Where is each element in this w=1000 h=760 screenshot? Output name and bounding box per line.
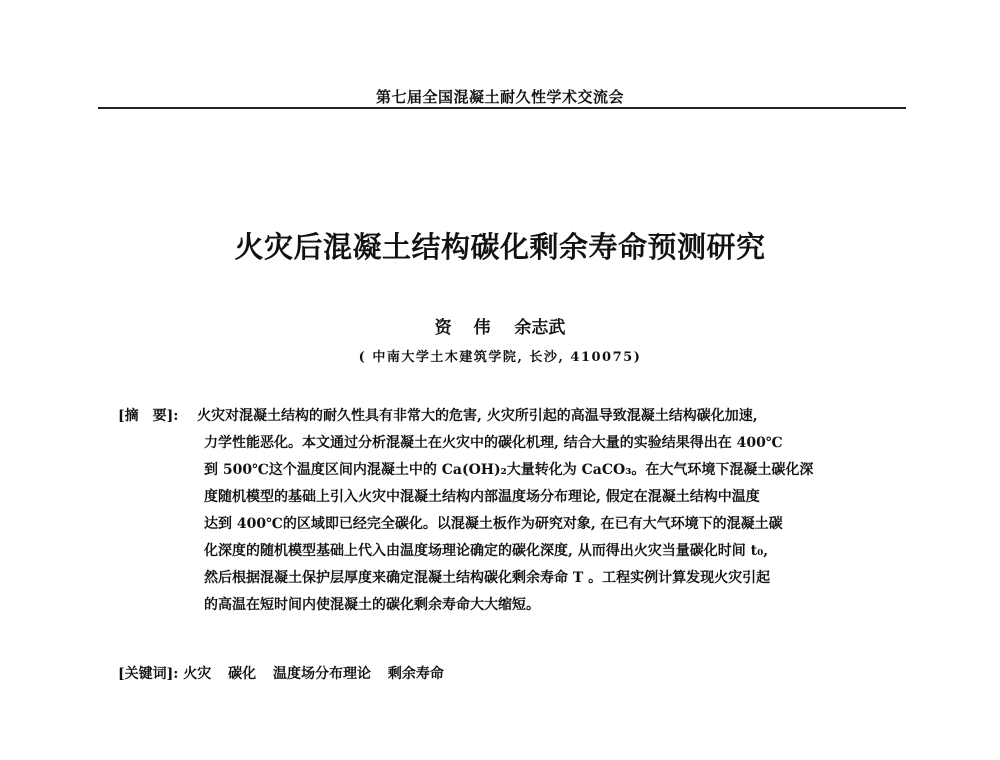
abstract-line: 到 500℃这个温度区间内混凝土中的 Ca(OH)₂大量转化为 CaCO₃。在大气环境下混凝土碳化深 [204, 462, 814, 478]
abstract-line: 力学性能恶化。本文通过分析混凝土在火灾中的碳化机理, 结合大量的实验结果得出在 400℃ [204, 435, 783, 451]
abstract-line: 火灾对混凝土结构的耐久性具有非常大的危害, 火灾所引起的高温导致混凝土结构碳化加速, [197, 408, 758, 424]
abstract-body [197, 403, 918, 619]
keywords-section [118, 663, 456, 683]
author-name: 资 伟 [434, 318, 499, 338]
paper-title: 火灾后混凝土结构碳化剩余寿命预测研究 [234, 230, 766, 264]
abstract-line: 达到 400℃的区域即已经完全碳化。以混凝土板作为研究对象, 在已有大气环境下的混凝土碳 [204, 516, 783, 532]
abstract-line: 然后根据混凝土保护层厚度来确定混凝土结构碳化剩余寿命 T 。工程实例计算发现火灾引起 [204, 570, 771, 586]
keywords-label: [关键词]: [118, 666, 179, 682]
abstract-label: [摘 要]: [118, 408, 179, 424]
header-rule [98, 107, 906, 109]
author-name: 余志武 [514, 318, 566, 338]
abstract-line: 度随机模型的基础上引入火灾中混凝土结构内部温度场分布理论, 假定在混凝土结构中温度 [204, 489, 760, 505]
keyword: 碳化 [228, 666, 257, 682]
keyword: 火灾 [183, 666, 212, 682]
keyword: 剩余寿命 [387, 666, 444, 682]
author-list [0, 313, 1000, 338]
affiliation: ( 中南大学土木建筑学院, 长沙, 410075) [358, 350, 642, 365]
abstract-line: 化深度的随机模型基础上代入由温度场理论确定的碳化深度, 从而得出火灾当量碳化时间 t₀, [204, 543, 769, 559]
keyword: 温度场分布理论 [273, 666, 372, 682]
abstract-line: 的高温在短时间内使混凝土的碳化剩余寿命大大缩短。 [204, 597, 540, 613]
conference-header: 第七届全国混凝土耐久性学术交流会 [375, 88, 624, 106]
abstract-section [118, 403, 918, 619]
